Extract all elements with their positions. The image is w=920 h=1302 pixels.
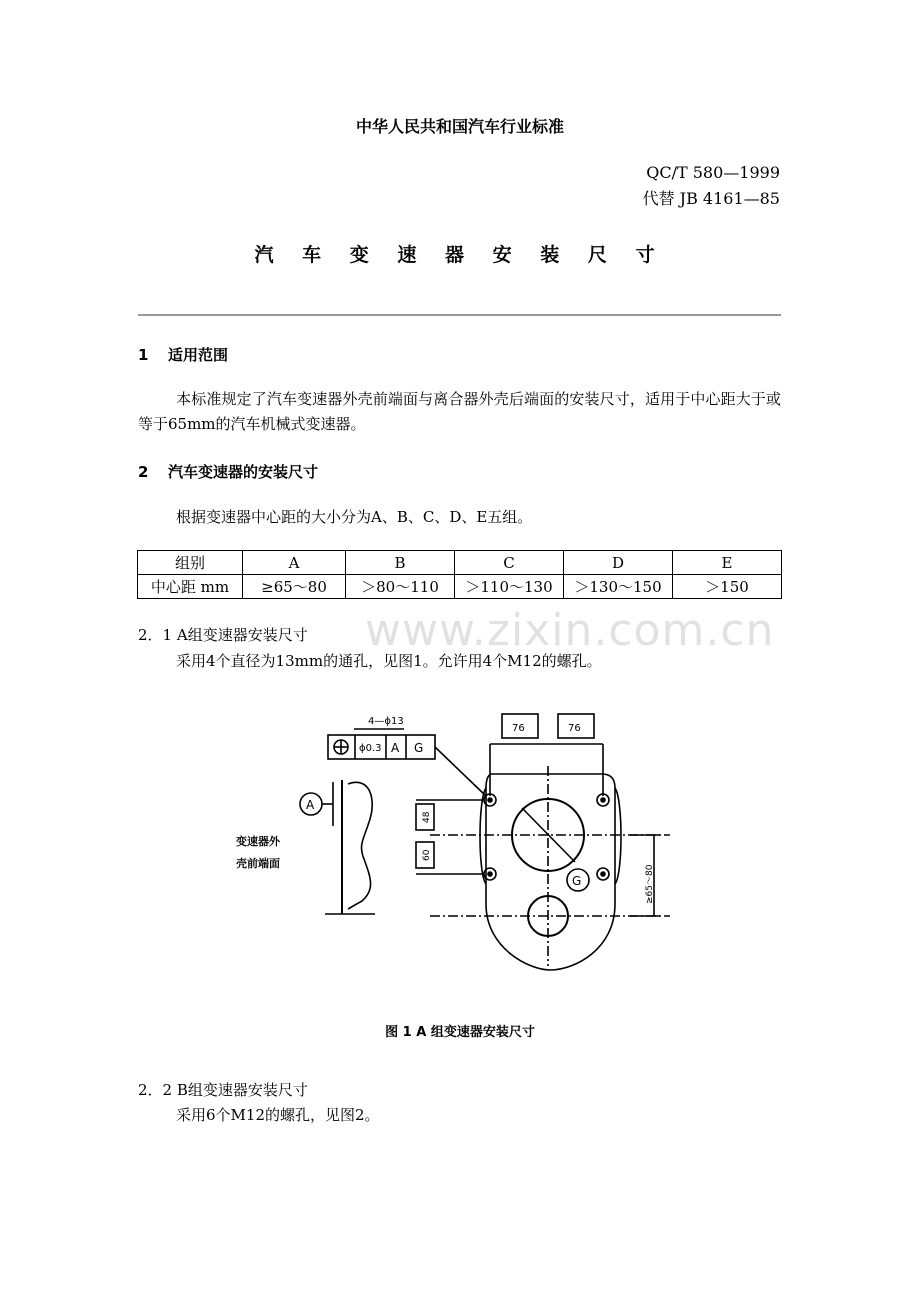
section-1-heading — [138, 344, 228, 365]
table-header-row — [138, 551, 782, 575]
group-table — [137, 550, 782, 599]
table-cell: 中心距 mm — [138, 575, 243, 599]
section-2-2-body: 采用6个M12的螺孔，见图2。 — [176, 1106, 380, 1124]
watermark: www.zixin.com.cn — [365, 605, 775, 656]
dim-48: 48 — [422, 811, 432, 823]
section-2-intro-text: 根据变速器中心距的大小分为A、B、C、D、E五组。 — [176, 508, 533, 526]
standard-organization: 中华人民共和国汽车行业标准 — [355, 117, 564, 136]
table-cell: C — [455, 551, 564, 575]
frame-datum-a: A — [391, 741, 400, 755]
side-label-line-1: 变速器外 — [236, 835, 280, 848]
section-2-1-body: 采用4个直径为13mm的通孔，见图1。允许用4个M12的螺孔。 — [176, 652, 602, 670]
standard-code: QC/T 580—1999 — [646, 163, 780, 182]
figure-1-caption: 图 1 A 组变速器安装尺寸 — [385, 1025, 535, 1040]
section-1-text: 本标准规定了汽车变速器外壳前端面与离合器外壳后端面的安装尺寸，适用于中心距大于或等于65mm的汽车机械式变速器。 — [138, 390, 781, 433]
section-2-title: 汽车变速器的安装尺寸 — [168, 463, 319, 481]
table-row — [138, 575, 782, 599]
dim-76-right: 76 — [568, 723, 581, 734]
section-2-1-heading: 2．1 A组变速器安装尺寸 — [138, 626, 308, 644]
section-2-2-heading: 2．2 B组变速器安装尺寸 — [138, 1081, 308, 1099]
section-1-title: 适用范围 — [168, 346, 229, 364]
replaces-code: 代替 JB 4161—85 — [642, 189, 780, 208]
table-cell: B — [346, 551, 455, 575]
table-cell: A — [243, 551, 346, 575]
table-cell: ＞130～150 — [564, 575, 673, 599]
section-2-heading — [138, 461, 318, 482]
document-title: 汽 车 变 速 器 安 装 尺 寸 — [254, 244, 666, 266]
table-cell: ≥65～80 — [243, 575, 346, 599]
figure-1-drawing — [230, 704, 690, 984]
section-2-number: 2 — [138, 463, 149, 481]
table-cell: E — [673, 551, 782, 575]
title-divider — [138, 314, 781, 316]
table-cell: 组别 — [138, 551, 243, 575]
table-cell: ＞80～110 — [346, 575, 455, 599]
table-cell: ＞150 — [673, 575, 782, 599]
table-cell: ＞110～130 — [455, 575, 564, 599]
table-cell: D — [564, 551, 673, 575]
dim-center-distance: ≥65～80 — [645, 864, 655, 904]
datum-g-label: G — [572, 874, 582, 888]
frame-datum-g: G — [414, 741, 424, 755]
side-label-line-2: 壳前端面 — [236, 857, 280, 870]
dim-60: 60 — [422, 849, 432, 861]
section-1-number: 1 — [138, 346, 149, 364]
tolerance-label: ϕ0.3 — [359, 743, 382, 754]
section-2-intro — [138, 505, 781, 530]
dim-76-left: 76 — [512, 723, 525, 734]
datum-a-label: A — [306, 798, 315, 812]
hole-spec-label: 4—ϕ13 — [368, 716, 404, 727]
standard-code-block — [643, 160, 780, 212]
section-1-body — [138, 387, 781, 437]
